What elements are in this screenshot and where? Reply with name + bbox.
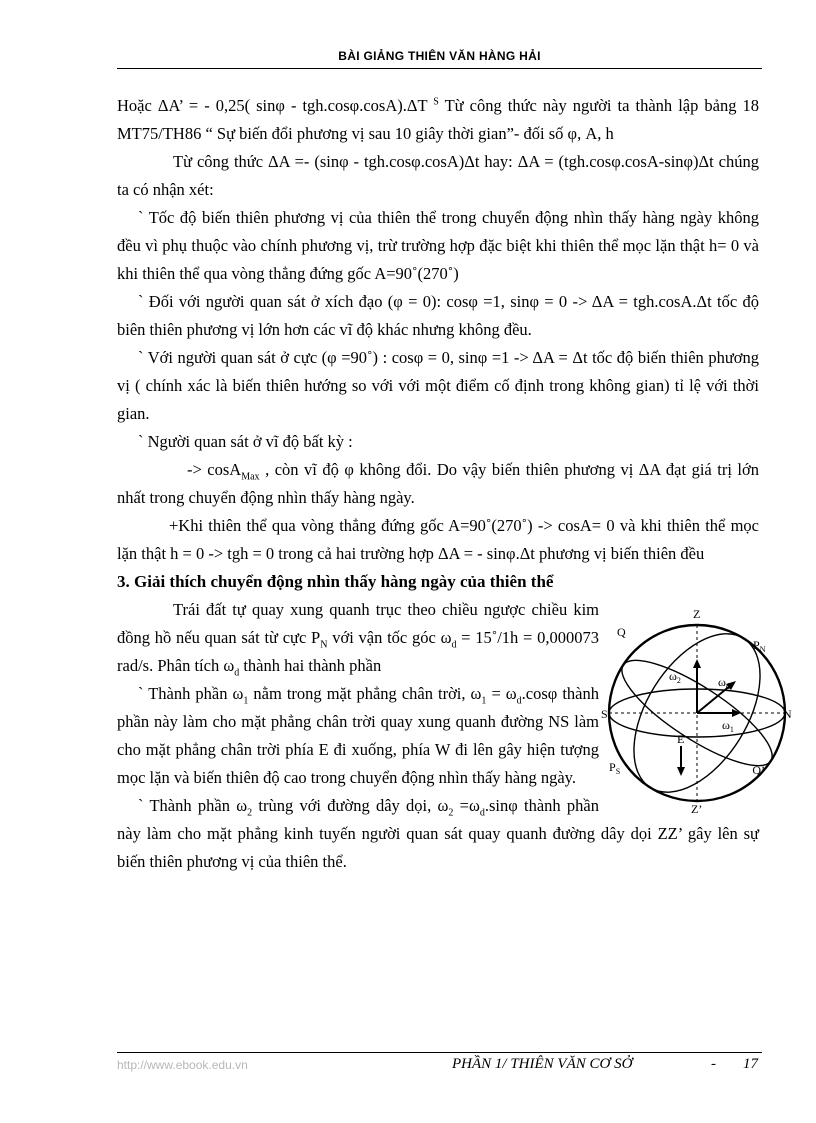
p11-sub-3: d	[479, 807, 485, 819]
label-Q-prime: Q’	[752, 763, 765, 777]
p11-text-c: =ω	[453, 796, 480, 815]
paragraph-7	[117, 456, 759, 512]
label-omegad: $\omega_d$	[718, 675, 730, 691]
page-header-title: BÀI GIẢNG THIÊN VĂN HÀNG HẢI	[338, 49, 541, 63]
p7-text-b: , còn vĩ độ φ không đổi. Do vậy biến thiên phương vị ΔA đạt giá trị lớn nhất trong chuyển động nhìn thấy hàng ngày.	[117, 460, 759, 507]
p9-text-b: với vận tốc góc ω	[327, 628, 452, 647]
footer-url: http://www.ebook.edu.vn	[117, 1058, 248, 1072]
label-S: S	[601, 707, 608, 721]
celestial-sphere-diagram	[601, 600, 792, 816]
p10-text-d: .cosφ thành phần này làm cho mặt phẳng chân trời quay xung quanh đường NS làm cho mặt phẳng chân trời phía E đi xuống, phía W đi lên gây hiện tượng mọc lặn và biến thiên độ cao trong chuyển động nhìn thấy hàng ngày.	[117, 684, 599, 787]
page-body	[117, 92, 792, 876]
label-Z: Z	[693, 607, 701, 621]
p1-text-a: Hoặc ΔA’ = - 0,25( sinφ - tgh.cosφ.cosA).ΔT	[117, 96, 434, 115]
p1-text-b: Từ công thức này người ta thành lập bảng 18 MT75/TH86 “ Sự biến đổi phương vị sau 10 giây thời gian”- đối số φ, A, h	[117, 96, 759, 143]
paragraph-1	[117, 92, 759, 148]
p10-sub-1: 1	[243, 695, 249, 707]
label-PN: $P_N$	[753, 638, 766, 654]
paragraph-6: ` Người quan sát ở vĩ độ bất kỳ :	[138, 432, 353, 451]
p11-sub-2: 2	[448, 807, 454, 819]
p11-sub-1: 2	[247, 807, 253, 819]
p9-text-a: Trái đất tự quay xung quanh trục theo chiều ngược chiều kim đồng hồ nếu quan sát từ cực P	[117, 600, 599, 647]
footer-separator: -	[711, 1056, 716, 1072]
label-N: N	[783, 707, 792, 721]
p9-sub-3: d	[234, 667, 240, 679]
p10-text-c: = ω	[486, 684, 517, 703]
paragraph-8: +Khi thiên thể qua vòng thẳng đứng gốc A=90˚(270˚) -> cosA= 0 và khi thiên thể mọc lặn thật h = 0 -> tgh = 0 trong cả hai trường hợp ΔA = - sinφ.Δt phương vị biến thiên đều	[117, 516, 759, 563]
p9-sub-2: d	[451, 639, 457, 651]
p10-sub-2: 1	[481, 695, 487, 707]
paragraph-4: ` Đối với người quan sát ở xích đạo (φ = 0): cosφ =1, sinφ = 0 -> ΔA = tgh.cosA.Δt tốc độ biên thiên phương vị lớn hơn các vĩ độ khác nhưng không đều.	[117, 292, 759, 339]
paragraph-5: ` Với người quan sát ở cực (φ =90˚) : cosφ = 0, sinφ =1 -> ΔA = Δt tốc độ biến thiên phương vị ( chính xác là biến thiên hướng so với với một điểm cố định trong không gian) tỉ lệ với thời gian.	[117, 348, 759, 423]
section-title: 3. Giải thích chuyển động nhìn thấy hàng ngày của thiên thể	[117, 572, 554, 591]
p9-text-c: = 15˚/1h = 0,000073 rad/s. Phân tích ω	[117, 628, 599, 675]
label-E: E	[677, 732, 685, 746]
paragraph-3: ` Tốc độ biến thiên phương vị của thiên thể trong chuyển động nhìn thấy hàng ngày không đều vì phụ thuộc vào chính phương vị, trừ trường hợp đặc biệt khi thiên thể mọc lặn thật h= 0 và khi thiên thể qua vòng thẳng đứng gốc A=90˚(270˚)	[117, 208, 759, 283]
p7-text-a: -> cosA	[187, 460, 242, 479]
paragraph-2: Từ công thức ΔA =- (sinφ - tgh.cosφ.cosA)Δt hay: ΔA = (tgh.cosφ.cosA-sinφ)Δt chúng ta có nhận xét:	[117, 152, 759, 199]
footer-divider	[117, 1052, 762, 1053]
p9-sub-1: N	[320, 639, 328, 651]
label-Z-prime: Z’	[691, 802, 703, 816]
plumb-arrowhead	[677, 767, 685, 776]
page-number: 17	[743, 1056, 758, 1072]
p7-subscript: Max	[241, 471, 260, 483]
label-PS: $P_S$	[609, 760, 621, 776]
label-omega2: $\omega_2$	[669, 669, 681, 685]
p10-text-b: nằm trong mặt phẳng chân trời, ω	[248, 684, 482, 703]
header-divider	[117, 68, 762, 69]
p11-text-b: trùng với đường dây dọi, ω	[252, 796, 449, 815]
p10-sub-3: d	[516, 695, 522, 707]
p1-superscript: S	[433, 96, 439, 108]
omega2-arrowhead	[693, 659, 701, 668]
p10-text-a: ` Thành phần ω	[138, 684, 244, 703]
p9-text-d: thành hai thành phần	[239, 656, 382, 675]
label-omega1: $\omega_1$	[722, 718, 734, 734]
footer-part-title: PHẦN 1/ THIÊN VĂN CƠ SỞ	[452, 1056, 633, 1072]
label-Q: Q	[617, 625, 626, 639]
p11-text-a: ` Thành phần ω	[138, 796, 248, 815]
p11-text-d: .sinφ thành phần này làm cho mặt phẳng kinh tuyến người quan sát quay quanh đường dây dọi ZZ’ gây lên sự biến thiên phương vị của thiên thể.	[117, 796, 759, 871]
